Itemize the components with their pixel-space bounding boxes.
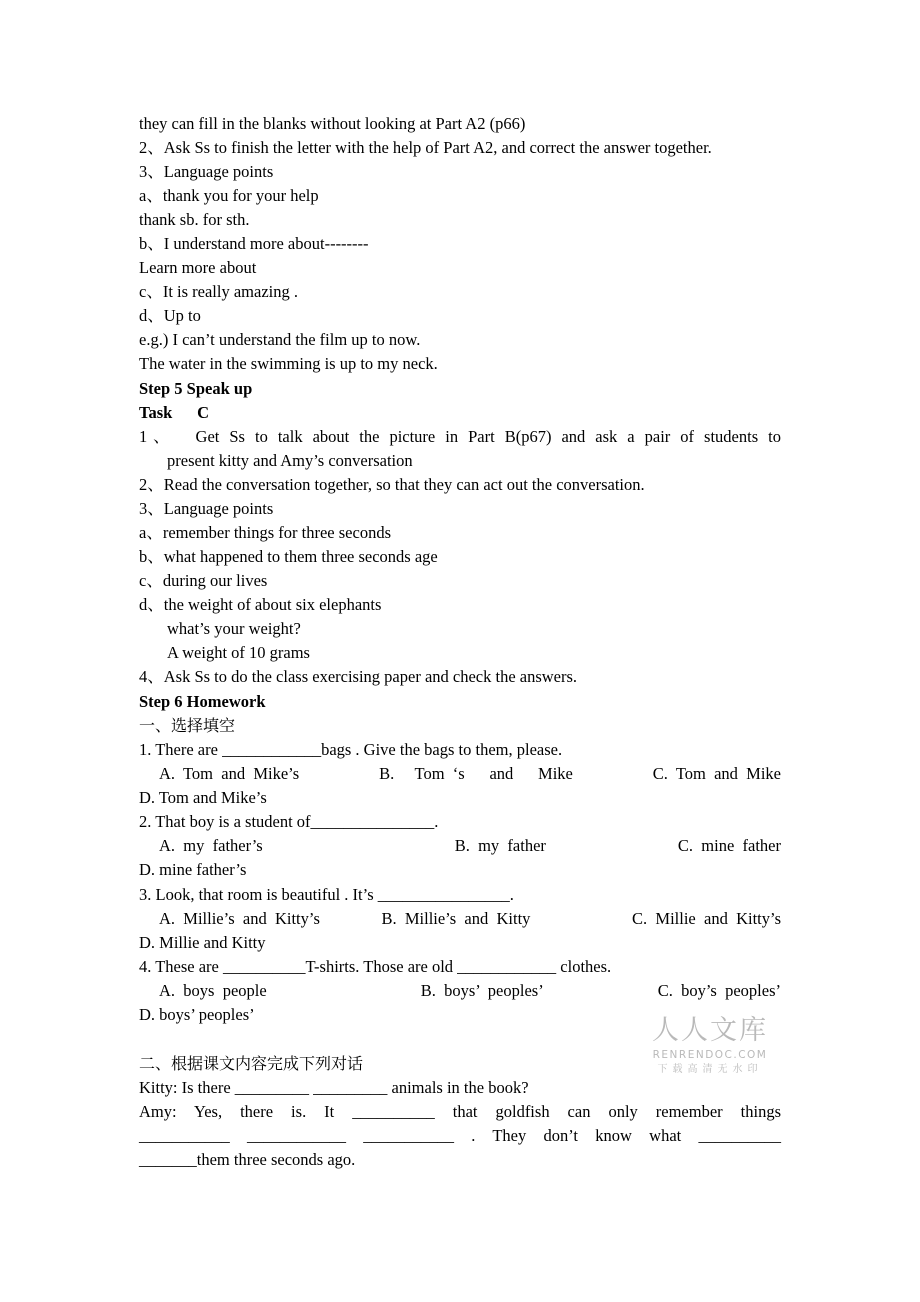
dialogue-line: Kitty: Is there _________ _________ animals in the book? bbox=[139, 1078, 529, 1097]
dialogue-line: _______them three seconds ago. bbox=[139, 1150, 356, 1169]
text-line: d、Up to bbox=[139, 306, 201, 325]
text-line: a、thank you for your help bbox=[139, 186, 319, 205]
text-line: 3、Language points bbox=[139, 162, 274, 181]
watermark-title: 人人文库 bbox=[652, 1015, 768, 1046]
text-line: Learn more about bbox=[139, 258, 257, 277]
option-b: B. boys’ peoples’ bbox=[420, 981, 544, 1000]
option-b: B. Tom ‘s and Mike bbox=[379, 764, 573, 783]
question-1-options bbox=[159, 762, 781, 786]
text-line: 2、Ask Ss to finish the letter with the help of Part A2, and correct the answer together. bbox=[139, 138, 712, 157]
dialogue-line: ___________ ____________ ___________ . They don’t know what __________ bbox=[139, 1126, 781, 1145]
text-line: b、I understand more about-------- bbox=[139, 234, 369, 253]
option-d: D. Millie and Kitty bbox=[139, 933, 266, 952]
option-a: A. Millie’s and Kitty’s bbox=[159, 909, 320, 928]
text-line: 1、 Get Ss to talk about the picture in Part B(p67) and ask a pair of students to bbox=[139, 427, 781, 446]
option-d: D. mine father’s bbox=[139, 860, 247, 879]
dialogue-line: Amy: Yes, there is. It __________ that goldfish can only remember things bbox=[139, 1102, 781, 1121]
question-1: 1. There are ____________bags . Give the bags to them, please. bbox=[139, 740, 563, 759]
text-line: A weight of 10 grams bbox=[167, 643, 310, 662]
text-line: 4、Ask Ss to do the class exercising paper and check the answers. bbox=[139, 667, 578, 686]
text-line: e.g.) I can’t understand the film up to now. bbox=[139, 330, 421, 349]
text-line: The water in the swimming is up to my neck. bbox=[139, 354, 438, 373]
option-a: A. my father’s bbox=[159, 836, 263, 855]
option-b: B. my father bbox=[454, 836, 546, 855]
text-line: c、during our lives bbox=[139, 571, 268, 590]
option-c: C. mine father bbox=[677, 836, 781, 855]
text-line: what’s your weight? bbox=[167, 619, 301, 638]
text-line: they can fill in the blanks without looking at Part A2 (p66) bbox=[139, 114, 526, 133]
text-line: c、It is really amazing . bbox=[139, 282, 298, 301]
section-heading-cn: 一、选择填空 bbox=[139, 716, 236, 735]
option-c: C. Tom and Mike bbox=[652, 764, 781, 783]
section-heading: Step 6 Homework bbox=[139, 692, 266, 711]
option-a: A. boys people bbox=[159, 981, 267, 1000]
option-c: C. boy’s peoples’ bbox=[657, 981, 781, 1000]
text-line: present kitty and Amy’s conversation bbox=[167, 451, 413, 470]
text-line: d、the weight of about six elephants bbox=[139, 595, 382, 614]
text-line: 3、Language points bbox=[139, 499, 274, 518]
question-4: 4. These are __________T-shirts. Those are old ____________ clothes. bbox=[139, 957, 612, 976]
option-a: A. Tom and Mike’s bbox=[159, 764, 300, 783]
option-c: C. Millie and Kitty’s bbox=[632, 909, 781, 928]
watermark-domain: RENRENDOC.COM bbox=[652, 1049, 768, 1061]
question-2: 2. That boy is a student of_______________. bbox=[139, 812, 439, 831]
option-b: B. Millie’s and Kitty bbox=[381, 909, 531, 928]
option-d: D. boys’ peoples’ bbox=[139, 1005, 255, 1024]
watermark-slogan: 下载高清无水印 bbox=[657, 1064, 763, 1075]
watermark-logo bbox=[640, 1014, 780, 1078]
question-3: 3. Look, that room is beautiful . It’s ________________. bbox=[139, 885, 514, 904]
option-d: D. Tom and Mike’s bbox=[139, 788, 267, 807]
text-line: 2、Read the conversation together, so that they can act out the conversation. bbox=[139, 475, 645, 494]
question-2-options bbox=[159, 834, 781, 858]
text-line: a、remember things for three seconds bbox=[139, 523, 391, 542]
section-heading-cn: 二、根据课文内容完成下列对话 bbox=[139, 1054, 364, 1073]
text-line: b、what happened to them three seconds age bbox=[139, 547, 438, 566]
question-3-options bbox=[159, 907, 781, 931]
question-4-options bbox=[159, 979, 781, 1003]
section-heading: Step 5 Speak up bbox=[139, 379, 253, 398]
task-heading: Task C bbox=[139, 403, 210, 422]
text-line: thank sb. for sth. bbox=[139, 210, 250, 229]
